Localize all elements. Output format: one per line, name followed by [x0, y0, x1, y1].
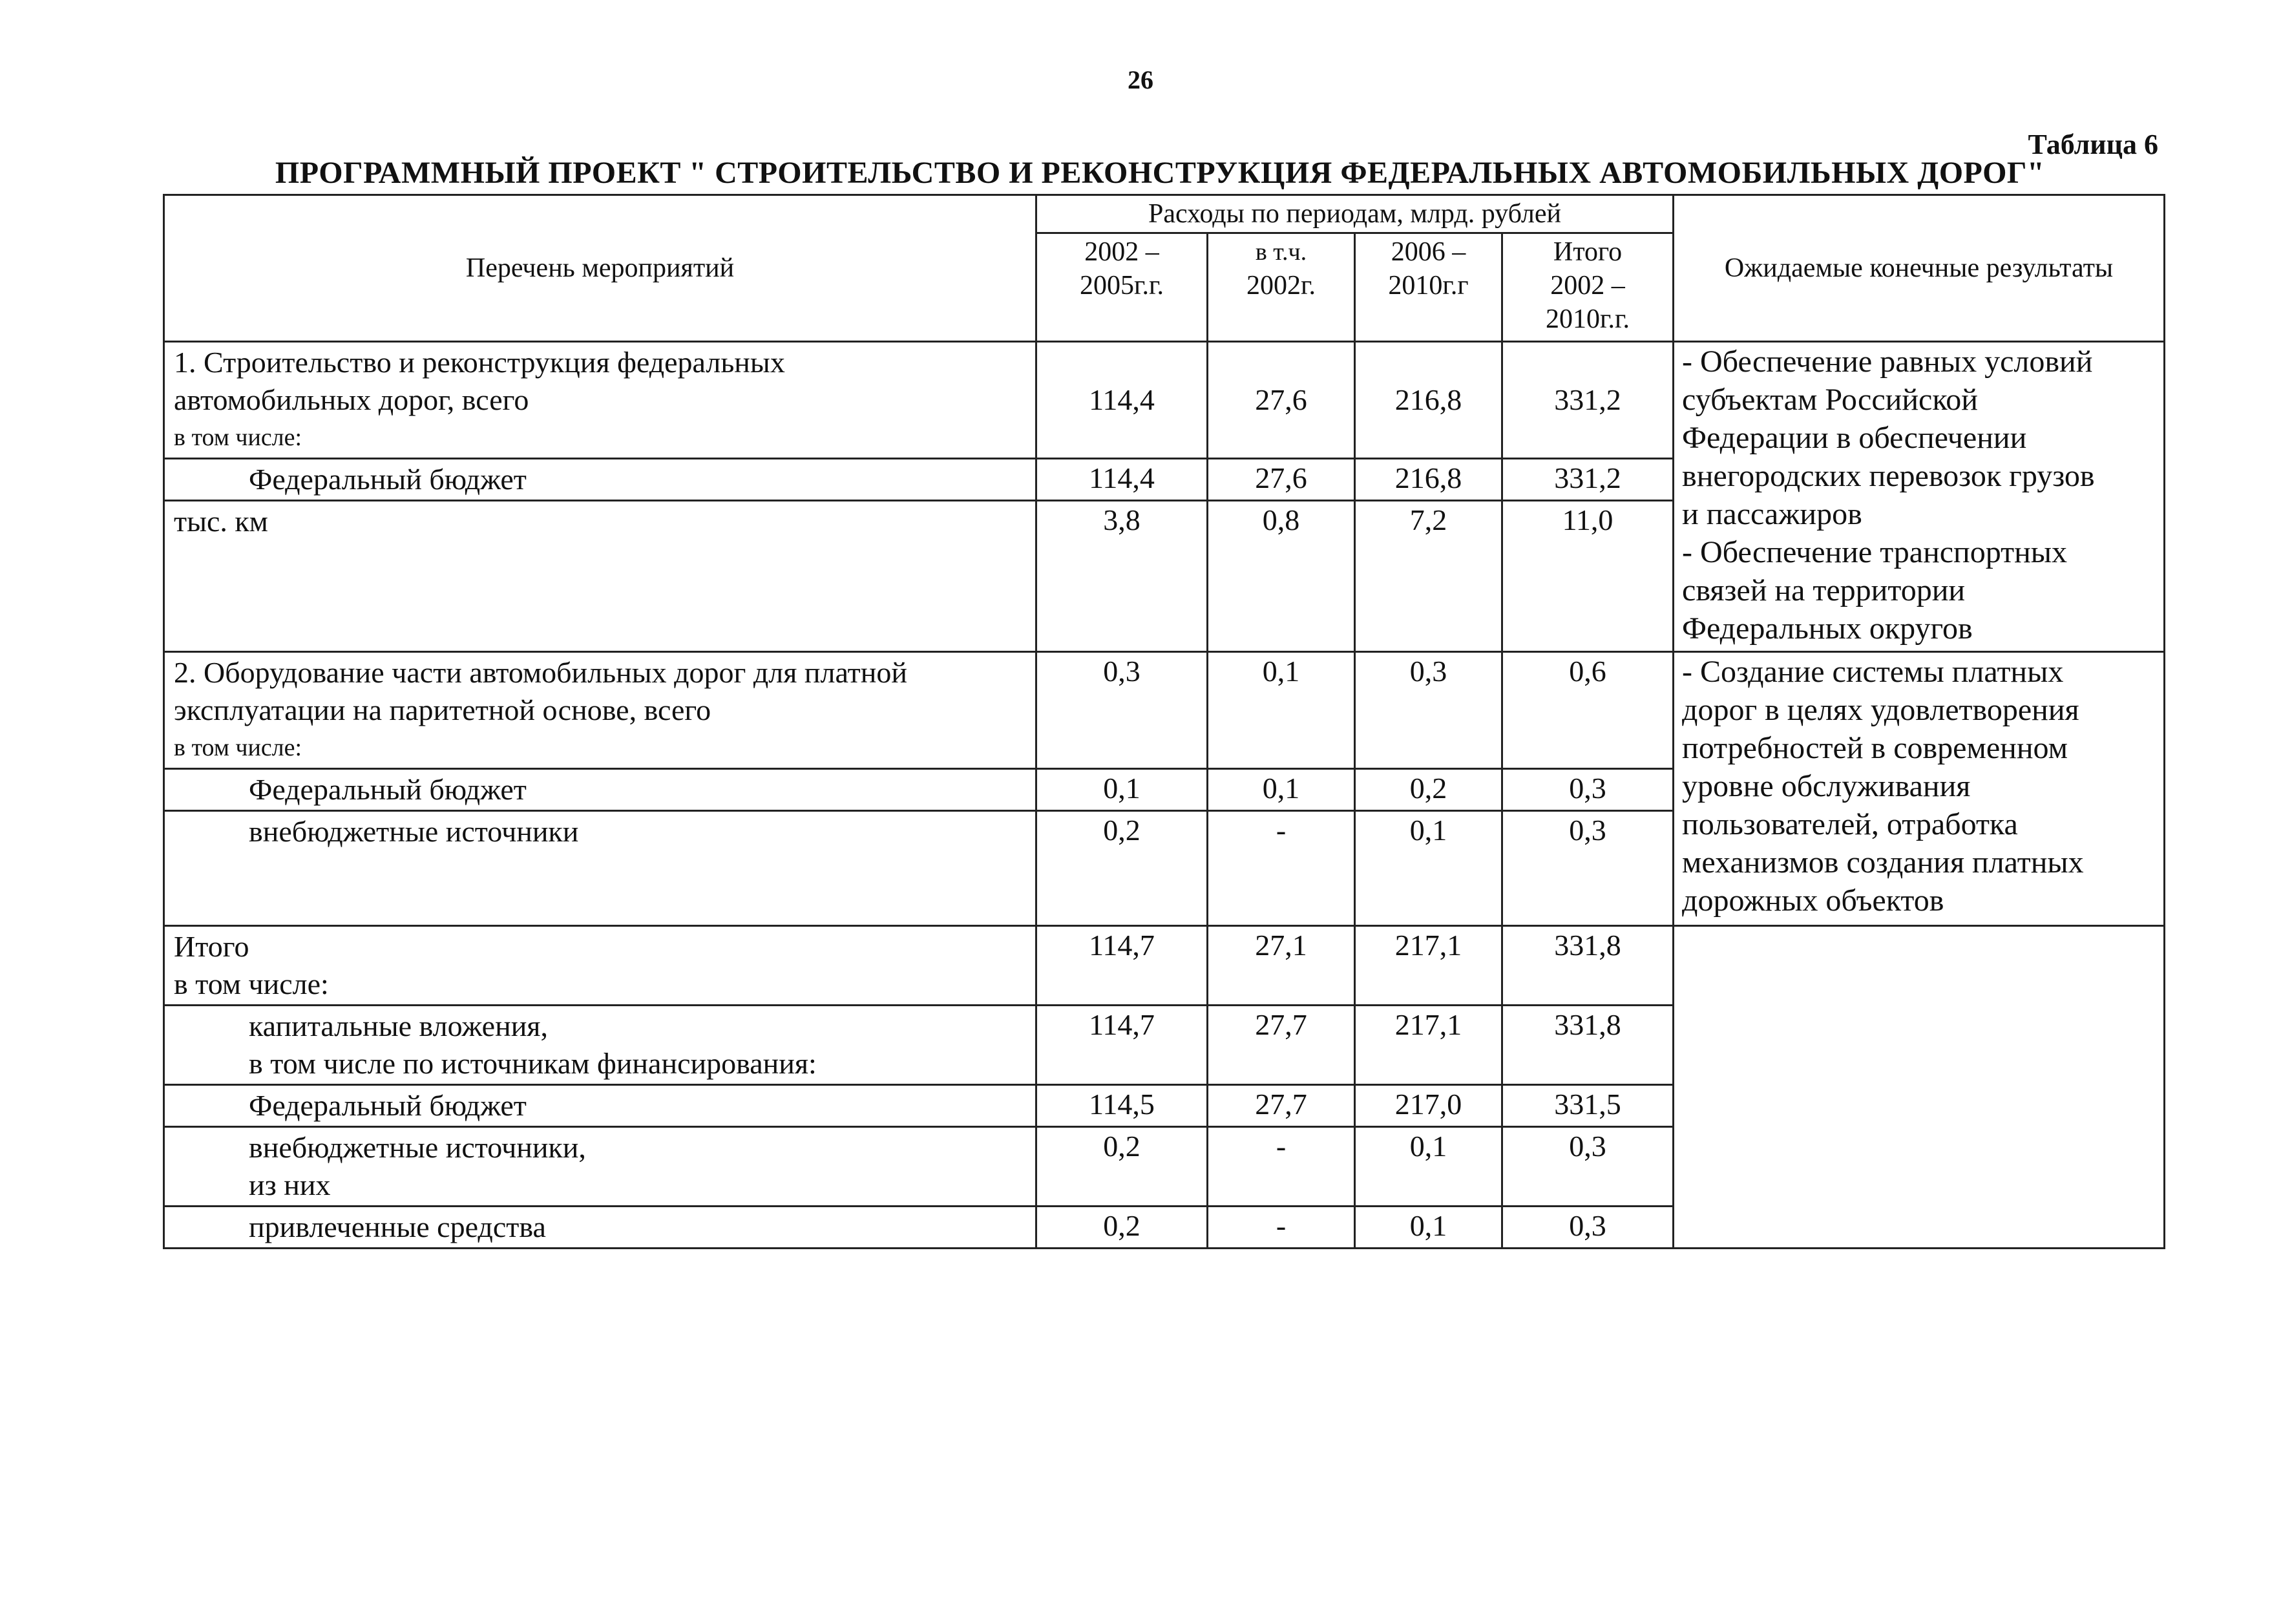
row-label: из них [249, 1168, 331, 1201]
header-text: 2002г. [1246, 271, 1316, 301]
section2-label [164, 652, 1036, 769]
table-cell: 331,5 [1502, 1085, 1674, 1127]
table-cell: 27,6 [1208, 342, 1355, 459]
table-cell: 0,6 [1502, 652, 1674, 769]
table-cell: 217,1 [1355, 1006, 1502, 1085]
table-cell: 27,6 [1208, 459, 1355, 501]
row-label: 1. Строительство и реконструкция федеральных [174, 346, 785, 379]
header-row-1 [164, 195, 2165, 233]
row-label: эксплуатации на паритетной основе, всего [174, 693, 711, 726]
row-label: Федеральный бюджет [164, 459, 1036, 501]
row-label: автомобильных дорог, всего [174, 383, 529, 416]
table-cell: 0,2 [1036, 811, 1208, 926]
section1-row [164, 342, 2165, 459]
table-cell: 331,2 [1502, 342, 1674, 459]
table-cell: 3,8 [1036, 501, 1208, 652]
table-cell: 0,2 [1036, 1127, 1208, 1207]
table-cell: 0,3 [1502, 769, 1674, 811]
header-text: 2010г.г [1388, 271, 1469, 301]
totals-results-empty [1674, 926, 2165, 1249]
result-line: - Обеспечение равных условий [1682, 344, 2093, 379]
table-cell: 0,3 [1502, 1127, 1674, 1207]
header-text: Итого [1553, 237, 1623, 267]
header-text: 2005г.г. [1080, 271, 1164, 301]
result-line: Федеральных округов [1682, 611, 1973, 646]
header-text: 2002 – [1550, 271, 1625, 301]
table-cell: 216,8 [1355, 459, 1502, 501]
table-cell: 11,0 [1502, 501, 1674, 652]
table-cell: 114,7 [1036, 926, 1208, 1006]
result-line: связей на территории [1682, 573, 1966, 607]
table-cell: 217,0 [1355, 1085, 1502, 1127]
result-line: внегородских перевозок грузов [1682, 459, 2095, 493]
header-col-2002-2005 [1036, 233, 1208, 342]
row-label: внебюджетные источники [164, 811, 1036, 926]
table-cell: 114,4 [1036, 342, 1208, 459]
result-line: механизмов создания платных [1682, 845, 2084, 880]
section2-row [164, 652, 2165, 769]
row-sublabel: в том числе: [174, 424, 302, 451]
table-cell: 0,2 [1355, 769, 1502, 811]
header-activities: Перечень мероприятий [164, 195, 1036, 342]
section2-results [1674, 652, 2165, 926]
table-cell: 27,7 [1208, 1085, 1355, 1127]
totals-row [164, 926, 2165, 1006]
table-cell: 217,1 [1355, 926, 1502, 1006]
header-text: 2002 – [1084, 237, 1159, 267]
row-label: привлеченные средства [164, 1207, 1036, 1249]
table-label: Таблица 6 [2028, 129, 2158, 160]
result-line: дорог в целях удовлетворения [1682, 693, 2079, 727]
row-label: Федеральный бюджет [164, 769, 1036, 811]
header-expenses: Расходы по периодам, млрд. рублей [1036, 195, 1674, 233]
table-cell: 216,8 [1355, 342, 1502, 459]
table-cell: 0,1 [1355, 1127, 1502, 1207]
table-cell: 7,2 [1355, 501, 1502, 652]
table-cell: 0,3 [1355, 652, 1502, 769]
table-cell: 0,8 [1208, 501, 1355, 652]
page-number: 26 [1128, 65, 1153, 94]
row-sublabel: в том числе: [174, 734, 302, 761]
table-cell: 0,3 [1502, 1207, 1674, 1249]
result-line: субъектам Российской [1682, 383, 1978, 417]
table-cell: 331,2 [1502, 459, 1674, 501]
result-line: потребностей в современном [1682, 731, 2068, 765]
result-line: дорожных объектов [1682, 883, 1944, 918]
table-cell: 114,5 [1036, 1085, 1208, 1127]
table-cell: 0,1 [1036, 769, 1208, 811]
table-cell: 0,3 [1502, 811, 1674, 926]
result-line: уровне обслуживания [1682, 769, 1971, 803]
capital-label [164, 1006, 1036, 1085]
section1-label [164, 342, 1036, 459]
result-line: - Создание системы платных [1682, 655, 2064, 689]
table-cell: 331,8 [1502, 926, 1674, 1006]
row-label: 2. Оборудование части автомобильных дорог для платной [174, 656, 908, 689]
header-text: 2006 – [1391, 237, 1466, 267]
table-cell: - [1208, 1207, 1355, 1249]
table-cell: 0,3 [1036, 652, 1208, 769]
expenses-table [163, 194, 2165, 1249]
row-label: тыс. км [164, 501, 1036, 652]
table-cell: 0,1 [1355, 811, 1502, 926]
table-cell: 114,4 [1036, 459, 1208, 501]
result-line: Федерации в обеспечении [1682, 421, 2027, 455]
section1-results [1674, 342, 2165, 652]
table-cell: 27,1 [1208, 926, 1355, 1006]
result-line: и пассажиров [1682, 497, 1862, 531]
header-text: 2010г.г. [1546, 304, 1630, 334]
row-sublabel: в том числе: [174, 967, 329, 1000]
table-cell: 0,1 [1355, 1207, 1502, 1249]
header-col-total [1502, 233, 1674, 342]
header-col-2002 [1208, 233, 1355, 342]
header-results: Ожидаемые конечные результаты [1674, 195, 2165, 342]
row-label: внебюджетные источники, [249, 1131, 586, 1164]
table-cell: 27,7 [1208, 1006, 1355, 1085]
table-cell: 0,1 [1208, 652, 1355, 769]
table-cell: 114,7 [1036, 1006, 1208, 1085]
totals-label [164, 926, 1036, 1006]
header-text: в т.ч. [1255, 238, 1307, 266]
table-cell: - [1208, 811, 1355, 926]
table-cell: - [1208, 1127, 1355, 1207]
row-label: Итого [174, 930, 249, 963]
result-line: пользователей, отработка [1682, 807, 2018, 841]
table-cell: 0,2 [1036, 1207, 1208, 1249]
document-title: ПРОГРАММНЫЙ ПРОЕКТ " СТРОИТЕЛЬСТВО И РЕКОНСТРУКЦИЯ ФЕДЕРАЛЬНЫХ АВТОМОБИЛЬНЫХ ДОРОГ" [275, 156, 2045, 190]
row-label: капитальные вложения, [249, 1009, 548, 1042]
table-cell: 331,8 [1502, 1006, 1674, 1085]
result-line: - Обеспечение транспортных [1682, 535, 2068, 569]
extra-label [164, 1127, 1036, 1207]
row-label: в том числе по источникам финансирования: [249, 1047, 817, 1080]
row-label: Федеральный бюджет [164, 1085, 1036, 1127]
header-col-2006-2010 [1355, 233, 1502, 342]
table-cell: 0,1 [1208, 769, 1355, 811]
